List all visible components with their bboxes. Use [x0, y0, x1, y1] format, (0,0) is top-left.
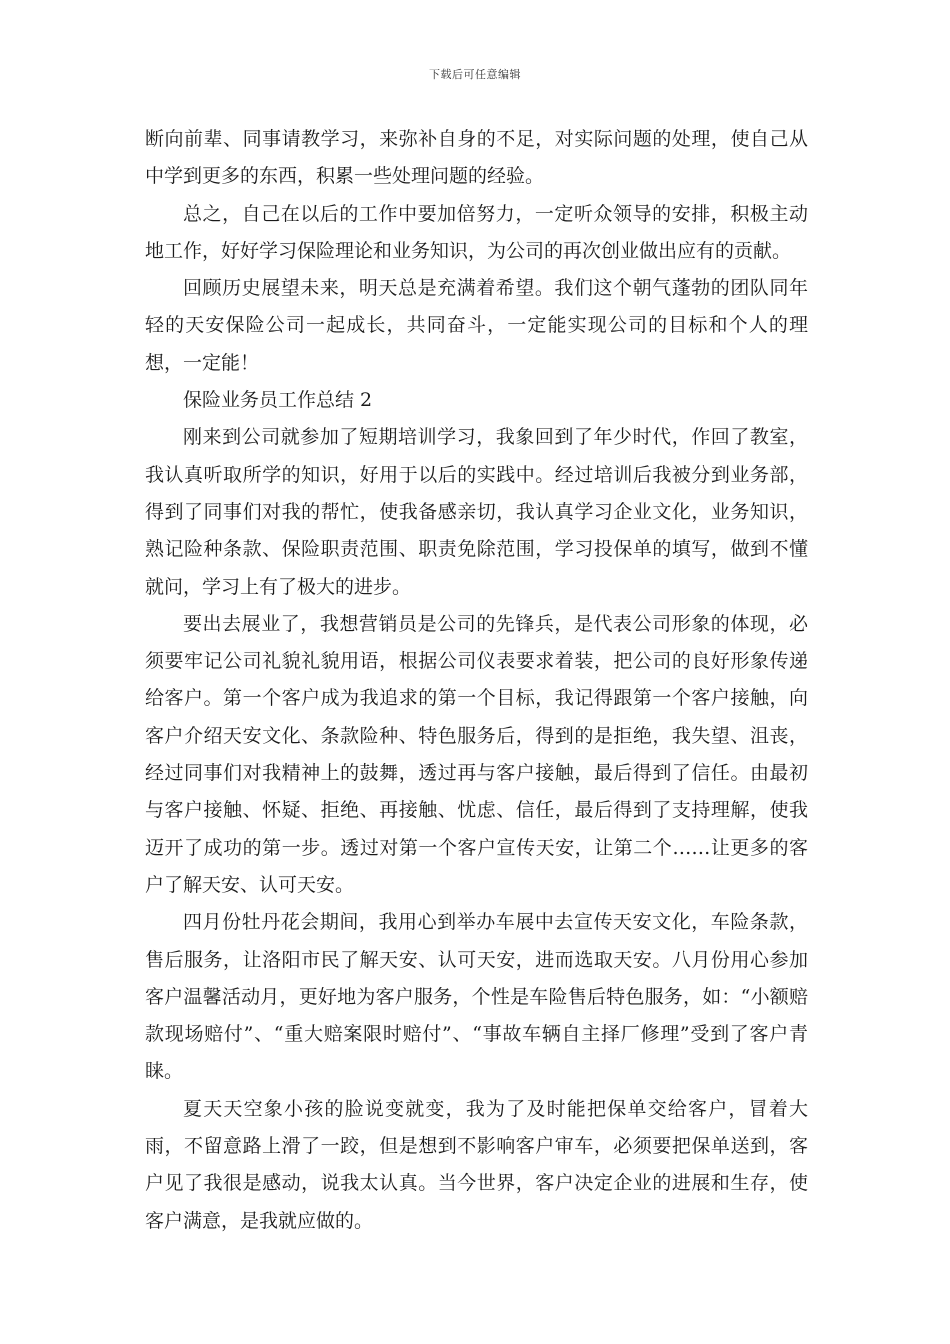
- paragraph: 刚来到公司就参加了短期培训学习，我象回到了年少时代，作回了教室，我认真听取所学的知识，好用于以后的实践中。经过培训后我被分到业务部，得到了同事们对我的帮忙，使我备感亲切，我认真学习企业文化，业务知识，熟记险种条款、保险职责范围、职责免除范围，学习投保单的填写，做到不懂就问，学习上有了极大的进步。: [145, 426, 808, 598]
- paragraph: 回顾历史展望未来，明天总是充满着希望。我们这个朝气蓬勃的团队同年轻的天安保险公司一起成长，共同奋斗，一定能实现公司的目标和个人的理想，一定能！: [145, 277, 808, 374]
- section-title: 保险业务员工作总结 2: [183, 389, 373, 412]
- header-note: 下载后可任意编辑: [429, 68, 521, 81]
- paragraph: 总之，自己在以后的工作中要加倍努力，一定听众领导的安排，积极主动地工作，好好学习保险理论和业务知识，为公司的再次创业做出应有的贡献。: [145, 202, 808, 262]
- document-body: [145, 121, 808, 1240]
- paragraph: 夏天天空象小孩的脸说变就变，我为了及时能把保单交给客户，冒着大雨，不留意路上滑了一跤，但是想到不影响客户审车，必须要把保单送到，客户见了我很是感动，说我太认真。当今世界，客户决定企业的进展和生存，使客户满意，是我就应做的。: [145, 1097, 808, 1232]
- paragraph: 要出去展业了，我想营销员是公司的先锋兵，是代表公司形象的体现，必须要牢记公司礼貌礼貌用语，根据公司仪表要求着装，把公司的良好形象传递给客户。第一个客户成为我追求的第一个目标，我记得跟第一个客户接触，向客户介绍天安文化、条款险种、特色服务后，得到的是拒绝，我失望、沮丧，经过同事们对我精神上的鼓舞，透过再与客户接触，最后得到了信任。由最初与客户接触、怀疑、拒绝、再接触、忧虑、信任，最后得到了支持理解，使我迈开了成功的第一步。透过对第一个客户宣传天安，让第二个……让更多的客户了解天安、认可天安。: [145, 612, 808, 896]
- paragraph: 断向前辈、同事请教学习，来弥补自身的不足，对实际问题的处理，使自己从中学到更多的东西，积累一些处理问题的经验。: [145, 128, 808, 188]
- paragraph: 四月份牡丹花会期间，我用心到举办车展中去宣传天安文化，车险条款，售后服务，让洛阳市民了解天安、认可天安，进而选取天安。八月份用心参加客户温馨活动月，更好地为客户服务，个性是车险售后特色服务，如：“小额赔款现场赔付”、“重大赔案限时赔付”、“事故车辆自主择厂修理”受到了客户青睐。: [145, 911, 808, 1083]
